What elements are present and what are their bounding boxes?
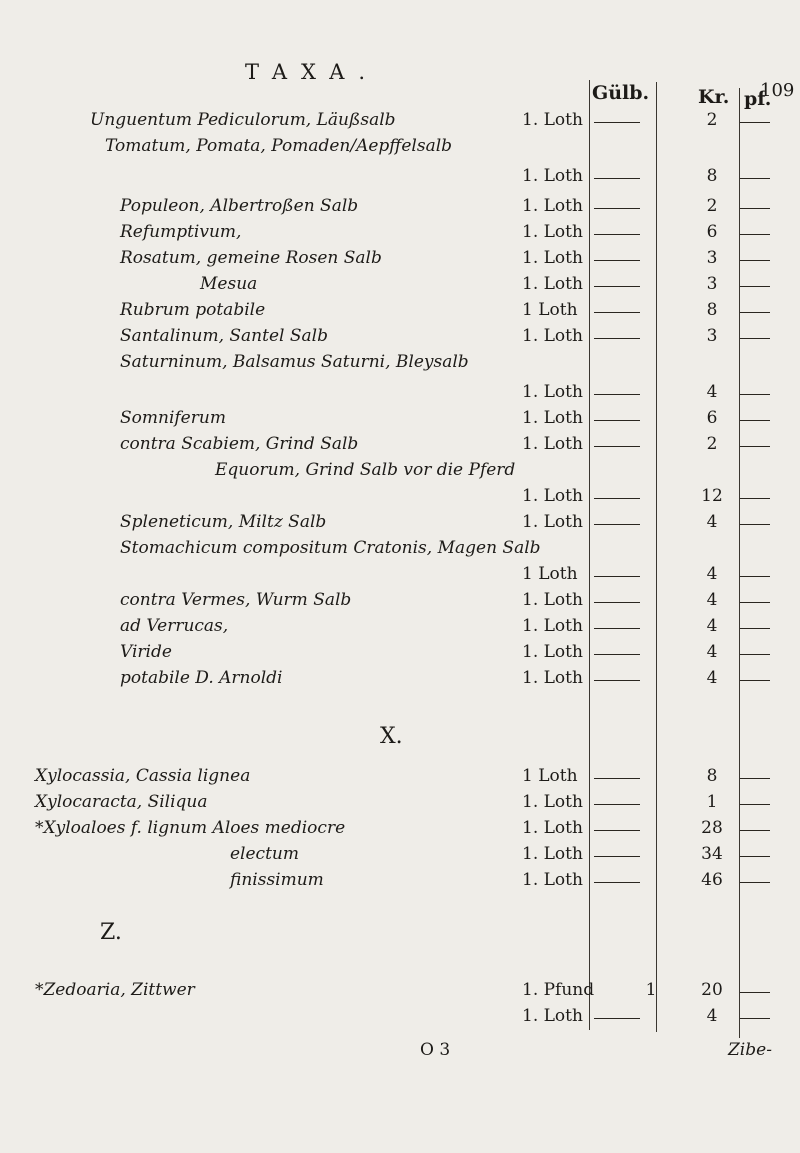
column-header-pfennig: pf. [744, 88, 772, 110]
item-name: Santalinum, Santel Salb [120, 326, 328, 346]
item-measure: 1. Loth [522, 486, 583, 506]
item-price-kreuzer: 3 [706, 248, 718, 268]
item-measure: 1. Loth [522, 844, 583, 864]
item-measure: 1 Loth [522, 766, 578, 786]
item-price-kreuzer: 4 [706, 642, 718, 662]
item-name: finissimum [230, 870, 324, 890]
item-name: electum [230, 844, 299, 864]
section-letter-x: X. [380, 724, 403, 749]
item-measure: 1. Loth [522, 1006, 583, 1026]
item-price-kreuzer: 12 [701, 486, 723, 506]
list-item [0, 766, 800, 790]
list-item [0, 616, 800, 640]
item-name: Xylocassia, Cassia lignea [35, 766, 251, 786]
item-name: Equorum, Grind Salb vor die Pferd [215, 460, 516, 480]
page-title: TAXA. [245, 60, 380, 84]
item-name: contra Scabiem, Grind Salb [120, 434, 359, 454]
list-item [0, 668, 800, 692]
item-price-kreuzer: 4 [706, 616, 718, 636]
list-item [0, 274, 800, 298]
list-item [0, 136, 800, 186]
item-name: Rubrum potabile [120, 300, 266, 320]
item-name: Xylocaracta, Siliqua [35, 792, 208, 812]
item-measure: 1. Loth [522, 274, 583, 294]
item-name: Spleneticum, Miltz Salb [120, 512, 327, 532]
list-item [0, 512, 800, 536]
item-price-kreuzer: 4 [706, 590, 718, 610]
item-price-kreuzer: 2 [706, 196, 718, 216]
item-price-kreuzer: 2 [706, 434, 718, 454]
item-measure: 1 Loth [522, 564, 578, 584]
item-price-kreuzer: 6 [706, 408, 718, 428]
item-measure: 1. Loth [522, 870, 583, 890]
item-name: Tomatum, Pomata, Pomaden/Aepffelsalb [105, 136, 453, 156]
item-name: ad Verrucas, [120, 616, 229, 636]
item-price-kreuzer: 34 [701, 844, 723, 864]
item-measure: 1. Loth [522, 434, 583, 454]
item-price-kreuzer: 3 [706, 274, 718, 294]
item-name: Populeon, Albertroßen Salb [120, 196, 359, 216]
item-name: *Xyloaloes f. lignum Aloes mediocre [35, 818, 346, 838]
item-measure: 1. Loth [522, 326, 583, 346]
item-price-kreuzer: 4 [706, 512, 718, 532]
item-measure: 1. Loth [522, 166, 583, 186]
item-name: Somniferum [120, 408, 226, 428]
item-measure: 1. Loth [522, 792, 583, 812]
item-measure: 1. Loth [522, 382, 583, 402]
item-price-kreuzer: 28 [701, 818, 723, 838]
item-measure: 1. Loth [522, 222, 583, 242]
item-name: Unguentum Pediculorum, Läußsalb [90, 110, 396, 130]
list-item [0, 538, 800, 584]
list-item [0, 844, 800, 868]
item-name: Saturninum, Balsamus Saturni, Bleysalb [120, 352, 469, 372]
item-measure: 1. Loth [522, 196, 583, 216]
item-measure: 1. Loth [522, 818, 583, 838]
list-item [0, 870, 800, 894]
list-item [0, 590, 800, 614]
item-price-kreuzer: 46 [701, 870, 723, 890]
item-price-kreuzer: 3 [706, 326, 718, 346]
item-price-kreuzer: 4 [706, 382, 718, 402]
item-measure: 1. Loth [522, 110, 583, 130]
item-price-kreuzer: 4 [706, 564, 718, 584]
signature-mark: O 3 [420, 1040, 451, 1060]
item-name: Viride [120, 642, 172, 662]
item-price-kreuzer: 6 [706, 222, 718, 242]
item-measure: 1. Loth [522, 668, 583, 688]
page-number: 109 [760, 80, 795, 101]
list-item [0, 196, 800, 220]
list-item [0, 352, 800, 402]
item-name: *Zedoaria, Zittwer [35, 980, 195, 1000]
item-name: potabile D. Arnoldi [120, 668, 283, 688]
item-name: Stomachicum compositum Cratonis, Magen Salb [120, 538, 541, 558]
item-name: Rosatum, gemeine Rosen Salb [120, 248, 382, 268]
item-price-kreuzer: 8 [706, 766, 718, 786]
item-measure: 1. Loth [522, 616, 583, 636]
item-measure: 1. Loth [522, 590, 583, 610]
list-item [0, 792, 800, 816]
list-item [0, 408, 800, 432]
item-price-kreuzer: 4 [706, 668, 718, 688]
item-price-kreuzer: 20 [701, 980, 723, 1000]
list-item [0, 326, 800, 350]
list-item [0, 1006, 800, 1030]
item-price-guilder: 1 [645, 980, 657, 1000]
item-measure: 1. Loth [522, 408, 583, 428]
item-measure: 1. Loth [522, 512, 583, 532]
item-price-kreuzer: 8 [706, 300, 718, 320]
list-item [0, 460, 800, 506]
list-item [0, 300, 800, 324]
section-letter-z: Z. [100, 920, 122, 945]
list-item [0, 980, 800, 1004]
item-measure: 1. Pfund [522, 980, 595, 1000]
item-price-kreuzer: 2 [706, 110, 718, 130]
catchword: Zibe- [728, 1040, 772, 1060]
item-measure: 1. Loth [522, 248, 583, 268]
item-price-kreuzer: 8 [706, 166, 718, 186]
column-header-kreuzer: Kr. [698, 86, 730, 108]
list-item [0, 642, 800, 666]
item-name: Mesua [200, 274, 258, 294]
list-item [0, 222, 800, 246]
item-name: contra Vermes, Wurm Salb [120, 590, 352, 610]
list-item [0, 248, 800, 272]
item-measure: 1. Loth [522, 642, 583, 662]
column-header-guilder: Gülb. [592, 82, 650, 104]
item-measure: 1 Loth [522, 300, 578, 320]
list-item [0, 110, 800, 134]
item-price-kreuzer: 1 [706, 792, 718, 812]
list-item [0, 818, 800, 842]
item-price-kreuzer: 4 [706, 1006, 718, 1026]
list-item [0, 434, 800, 458]
item-name: Refumptivum, [120, 222, 242, 242]
